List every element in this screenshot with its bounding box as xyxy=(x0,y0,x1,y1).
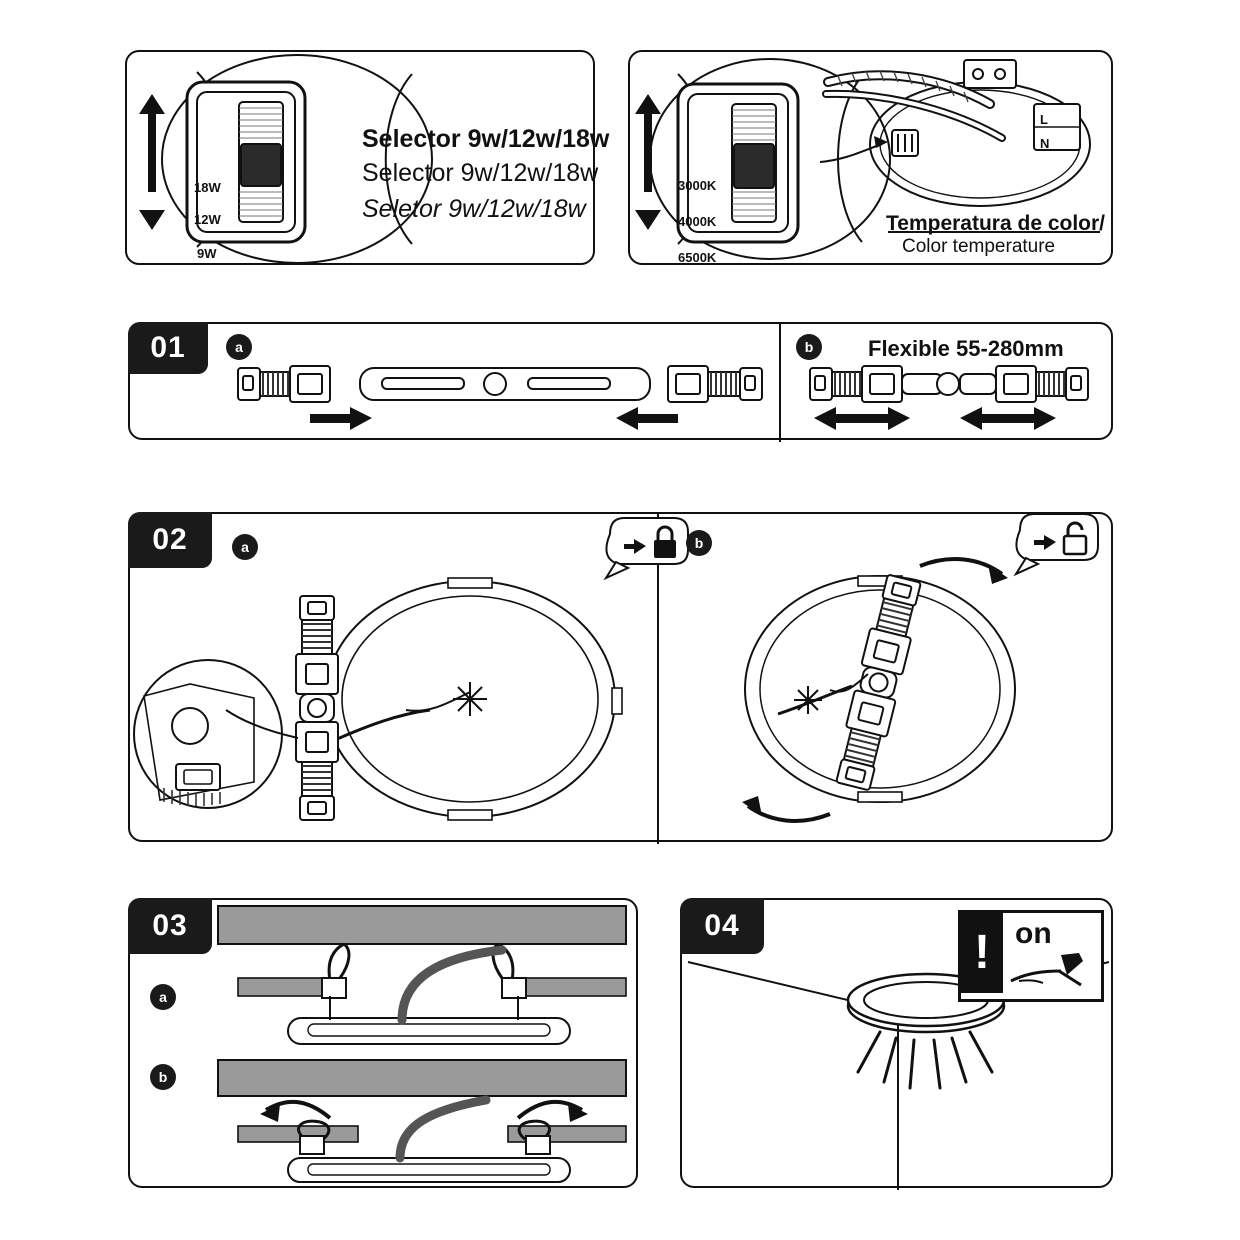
wattage-selector-panel xyxy=(125,50,610,265)
step-02-panel xyxy=(128,512,1113,842)
wattage-label-12w: 12W xyxy=(194,212,221,227)
wattage-caption-en: Selector 9w/12w/18w xyxy=(362,159,599,187)
exclamation-icon: ! xyxy=(961,913,1003,993)
wattage-caption-es: Selector 9w/12w/18w xyxy=(362,125,610,153)
cct-caption-en: Color temperature xyxy=(902,236,1056,257)
step-03-sub-a: a xyxy=(150,984,176,1010)
terminal-label-l: L xyxy=(1040,112,1048,127)
hand-switch-icon xyxy=(1009,951,1095,995)
step-01-sub-a: a xyxy=(226,334,252,360)
wattage-label-18w: 18W xyxy=(194,180,221,195)
step-02-sub-b: b xyxy=(686,530,712,556)
step-02-number: 02 xyxy=(128,512,212,568)
switch-on-callout xyxy=(958,910,1104,1002)
step-01-number: 01 xyxy=(128,322,208,374)
step-03-sub-b: b xyxy=(150,1064,176,1090)
step-01-sub-b: b xyxy=(796,334,822,360)
step-02-sub-a: a xyxy=(232,534,258,560)
color-temperature-panel xyxy=(628,50,1113,265)
step-04-number: 04 xyxy=(680,898,764,954)
cct-label-4000k: 4000K xyxy=(678,214,717,229)
wattage-caption-pt: Seletor 9w/12w/18w xyxy=(362,195,586,223)
step-03-panel xyxy=(128,898,638,1188)
terminal-label-n: N xyxy=(1040,136,1050,151)
on-label: on xyxy=(1015,917,1052,950)
wattage-label-9w: 9W xyxy=(197,246,217,261)
step-02-graphic xyxy=(130,514,1115,844)
flexible-range-label: Flexible 55-280mm xyxy=(868,336,1064,361)
step-01-panel xyxy=(128,322,1113,440)
cct-label-6500k: 6500K xyxy=(678,250,717,265)
cct-caption-es: Temperatura de color/ xyxy=(886,212,1106,235)
step-03-number: 03 xyxy=(128,898,212,954)
cct-label-3000k: 3000K xyxy=(678,178,717,193)
step-04-panel xyxy=(680,898,1113,1188)
